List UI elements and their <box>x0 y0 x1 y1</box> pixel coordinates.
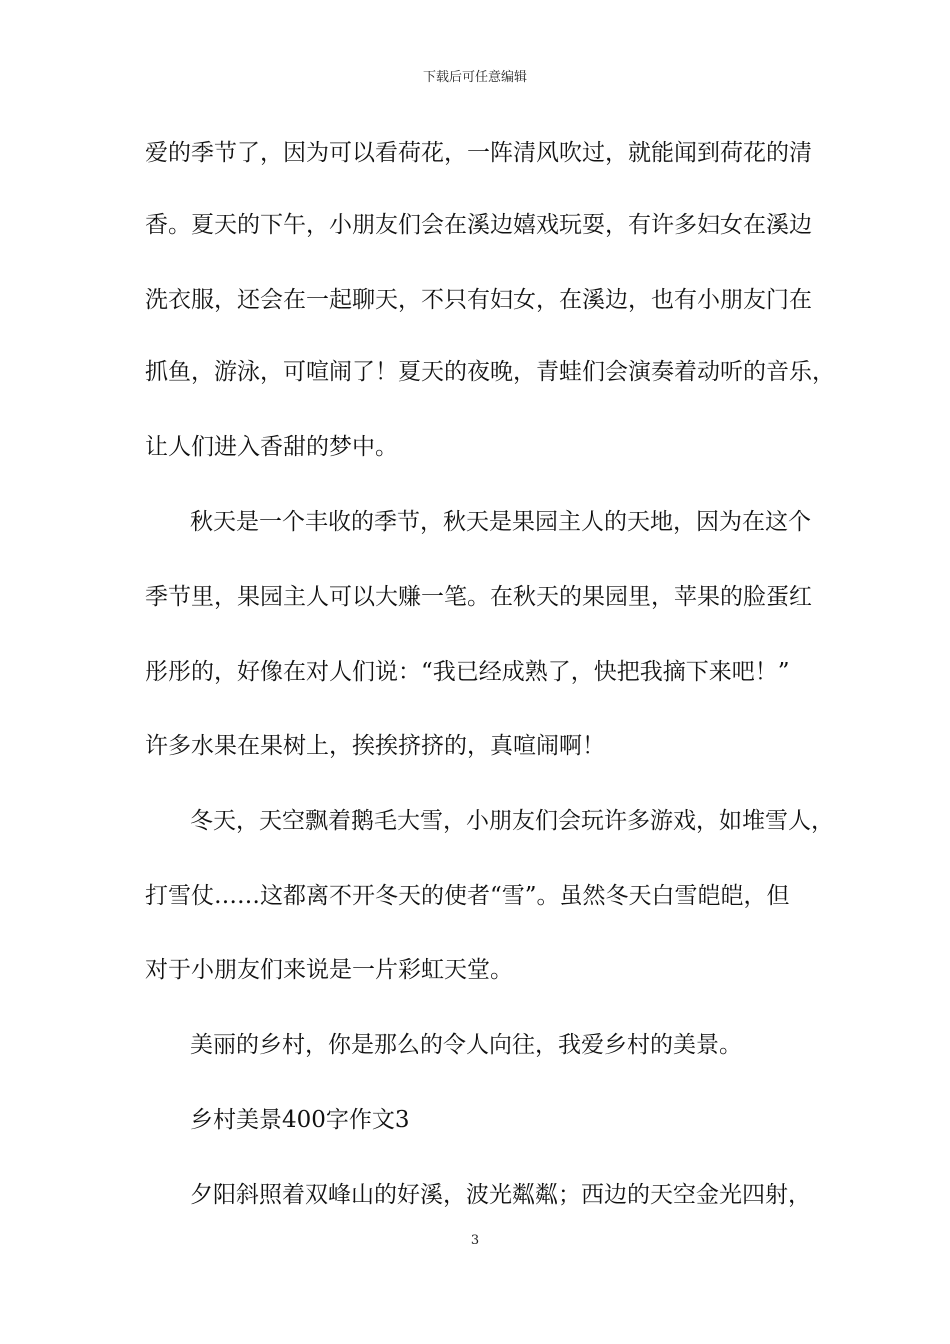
section-heading: 乡村美景400字作文3 <box>190 1107 410 1133</box>
paragraph-line: 秋天是一个丰收的季节，秋天是果园主人的天地，因为在这个 <box>190 509 811 535</box>
paragraph-line: 季节里，果园主人可以大赚一笔。在秋天的果园里，苹果的脸蛋红 <box>145 584 812 610</box>
paragraph-line: 让人们进入香甜的梦中。 <box>145 434 398 460</box>
paragraph-line: 打雪仗……这都离不开冬天的使者“雪”。虽然冬天白雪皑皑，但 <box>145 883 790 909</box>
paragraph-line: 对于小朋友们来说是一片彩虹天堂。 <box>145 957 513 983</box>
page-number: 3 <box>470 1233 480 1248</box>
paragraph-line: 彤彤的，好像在对人们说：“我已经成熟了，快把我摘下来吧！” <box>145 659 790 685</box>
paragraph-line: 冬天，天空飘着鹅毛大雪，小朋友们会玩许多游戏，如堆雪人， <box>190 808 834 834</box>
paragraph-line: 美丽的乡村，你是那么的令人向往，我爱乡村的美景。 <box>190 1032 742 1058</box>
paragraph-line: 许多水果在果树上，挨挨挤挤的，真喧闹啊！ <box>145 733 605 759</box>
paragraph-line: 夕阳斜照着双峰山的好溪，波光粼粼；西边的天空金光四射， <box>190 1182 811 1208</box>
paragraph-line: 洗衣服，还会在一起聊天，不只有妇女，在溪边，也有小朋友门在 <box>145 287 812 313</box>
page-header: 下载后可任意编辑 <box>422 70 527 85</box>
paragraph-line: 香。夏天的下午，小朋友们会在溪边嬉戏玩耍，有许多妇女在溪边 <box>145 212 812 238</box>
paragraph-line: 爱的季节了，因为可以看荷花，一阵清风吹过，就能闻到荷花的清 <box>145 140 812 166</box>
paragraph-line: 抓鱼，游泳，可喧闹了！夏天的夜晚，青蛙们会演奏着动听的音乐， <box>145 359 835 385</box>
